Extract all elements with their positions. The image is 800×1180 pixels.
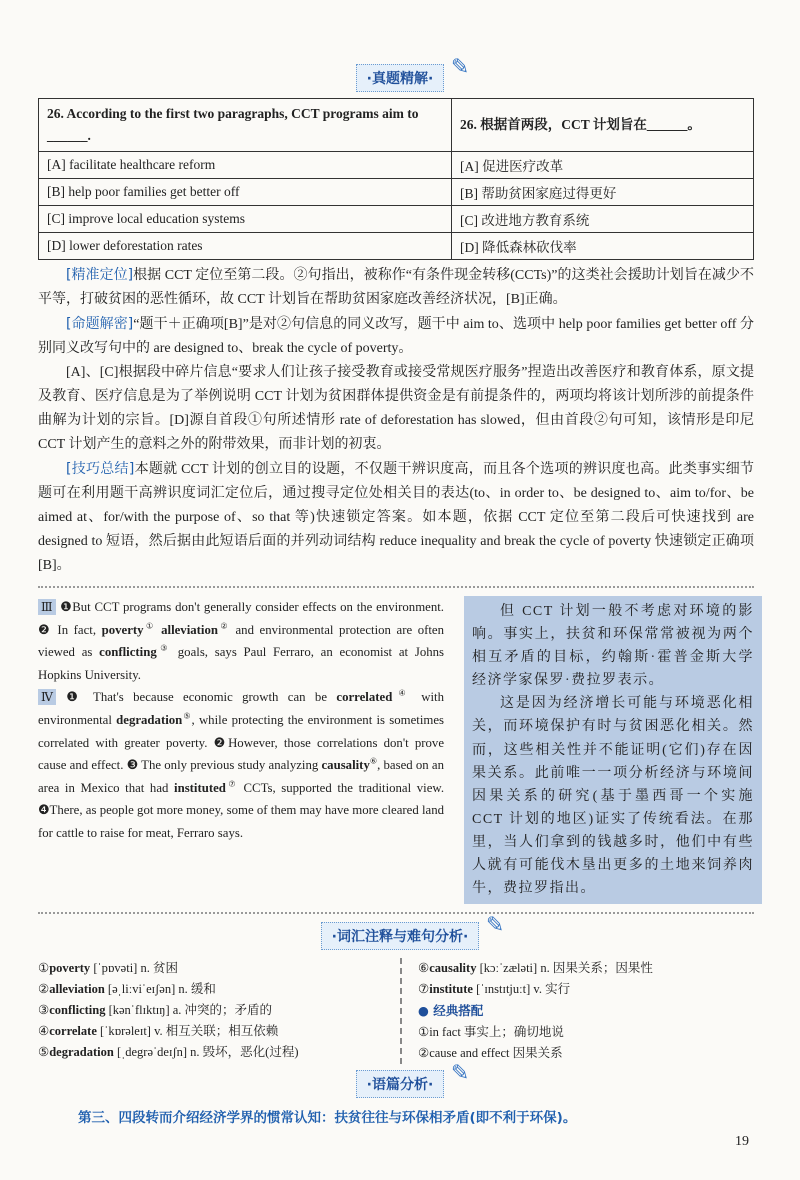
passage-text: and environmental protection are often viewed as [38, 622, 445, 660]
vocab-number: ⑤ [38, 1045, 50, 1060]
option-cn: [B] 帮助贫困家庭过得更好 [452, 179, 754, 206]
chinese-translation [464, 596, 762, 904]
discourse-analysis-text: 第三、四段转而介绍经济学界的惯常认知：扶贫往往与环保相矛盾(即不利于环保)。 [78, 1110, 577, 1127]
vocab-section [38, 958, 762, 1064]
vocab-word: institute [429, 982, 473, 997]
analysis-tag: [技巧总结] [66, 461, 135, 477]
passage-columns [38, 596, 762, 904]
question-stem-en: 26. According to the first two paragraphs, CCT programs aim to ______. [39, 99, 452, 152]
vocab-definition: n. 缓和 [178, 982, 216, 997]
footnote-marker: ④ [392, 689, 412, 699]
vocab-definition: v. 实行 [533, 982, 571, 997]
section-banner-exam [356, 55, 470, 92]
vocab-phonetic: [əˌliːviˈeɪʃən] [104, 982, 179, 997]
banner-label: ·真题精解· [366, 71, 434, 87]
question-stem-cn: 26. 根据首两段，CCT 计划旨在______。 [452, 99, 754, 152]
vocab-phonetic: [kɔːˈzæləti] [476, 961, 541, 976]
banner-label: ·词汇注释与难句分析· [331, 929, 469, 946]
vocab-definition: n. 毁坏，恶化(过程) [190, 1045, 299, 1060]
pen-icon: ✎ [450, 1061, 470, 1087]
section-banner-discourse [356, 1061, 470, 1098]
vocab-item [418, 958, 653, 979]
footnote-marker: ⑦ [225, 779, 238, 789]
analysis-tag: [精准定位] [66, 267, 134, 283]
option-cn: [D] 降低森林砍伐率 [452, 233, 754, 260]
pen-icon: ✎ [450, 55, 470, 80]
vocab-definition: n. 贫困 [140, 961, 178, 976]
analysis-text: 本题就 CCT 计划的创立目的设题，不仅题干辨识度高，而且各个选项的辨识度也高。此类事实细节题可在利用题干高辨识度词汇定位后，通过搜寻定位处相关目的表达(to、in order to、be designed to、aim to/for、be aimed at、for/with the purpose of、so that 等)快速锁定答案。如本题，依据 CCT 定位至第二段后可快速找到 are designed to 短语，然后据由此短语后面的并列动词结构 reduce inequality and break the cycle of poverty 快速锁定正确项[B]。 [38, 462, 754, 573]
vocab-phonetic: [ˈkɒrəleɪt] [96, 1024, 155, 1039]
vocab-definition: n. 因果关系；因果性 [540, 961, 653, 976]
analysis-paragraph [38, 312, 754, 361]
analysis-paragraph [38, 457, 754, 578]
vocab-word: degradation [49, 1045, 114, 1060]
vocab-item [38, 958, 400, 979]
footnote-marker: ③ [156, 643, 172, 653]
vocab-word: instituted [174, 780, 226, 795]
analysis-text: 根据 CCT 定位至第二段。②句指出，被称作“有条件现金转移(CCTs)”的这类社会援助计划旨在减少不平等，打破贫困的恶性循环，故 CCT 计划旨在帮助贫困家庭改善经济状况，[B]正确。 [38, 268, 754, 307]
vocab-number: ③ [38, 1003, 50, 1018]
vocab-word: poverty [101, 622, 144, 637]
wavy-divider [400, 958, 402, 1064]
passage-text: goals, says Paul Ferraro, an economist at Johns Hopkins University. [38, 645, 445, 682]
vocab-number: ④ [38, 1024, 50, 1039]
footnote-marker: ② [217, 621, 230, 631]
vocab-word: conflicting [99, 645, 157, 660]
divider [38, 586, 754, 588]
option-en: [C] improve local education systems [39, 206, 452, 233]
vocab-item [418, 979, 653, 1000]
passage-text: , while protecting the environment is sometimes correlated with greater poverty. ❷However, those correlations don't prove cause and effect. ❸ The only previous study analyzing [38, 712, 444, 773]
vocab-word: degradation [116, 712, 183, 727]
paragraph-number: Ⅳ [38, 689, 56, 705]
option-cn: [A] 促进医疗改革 [452, 152, 754, 179]
footnote-marker: ① [143, 621, 156, 631]
collocation-item: ①in fact 事实上；确切地说 [418, 1025, 564, 1040]
option-en: [B] help poor families get better off [39, 179, 452, 206]
passage-text: , based on an area in Mexico that had [38, 758, 444, 795]
option-en: [A] facilitate healthcare reform [39, 152, 452, 179]
analysis-paragraph [38, 361, 754, 457]
vocab-phonetic: [kənˈflɪktɪŋ] [105, 1003, 173, 1018]
vocab-number: ⑦ [418, 982, 430, 997]
passage-text: with environmental [38, 690, 445, 727]
vocab-number: ② [38, 982, 50, 997]
footnote-marker: ⑤ [182, 711, 192, 721]
section-banner-vocab [321, 913, 505, 950]
passage-text: CCTs, supported the traditional view. ❹There, as people got more money, some of them may have more cleared land for cattle to raise for meat, Ferraro says. [38, 780, 445, 840]
vocab-phonetic: [ˌdegrəˈdeɪʃn] [113, 1045, 191, 1060]
pen-icon: ✎ [485, 913, 505, 939]
banner-label: ·语篇分析· [366, 1077, 434, 1094]
vocab-definition: v. 相互关联；相互依赖 [154, 1024, 279, 1039]
passage-text: ❶ That's because economic growth can be [60, 690, 337, 705]
translation-paragraph: 但 CCT 计划一般不考虑对环境的影响。事实上，扶贫和环保常常被视为两个相互矛盾的目标，约翰斯·霍普金斯大学经济学家保罗·费拉罗表示。 [472, 604, 754, 689]
vocab-list-right [418, 958, 653, 1064]
vocab-item [38, 1021, 400, 1042]
english-passage [38, 596, 444, 845]
vocab-word: conflicting [49, 1003, 106, 1018]
analysis-section [38, 263, 754, 578]
vocab-item [38, 1042, 400, 1063]
vocab-phonetic: [ˈpɒvəti] [90, 961, 141, 976]
vocab-word: alleviation [161, 622, 218, 637]
analysis-paragraph [38, 263, 754, 312]
analysis-tag: [命题解密] [66, 316, 134, 332]
vocab-word: poverty [49, 961, 91, 976]
vocab-item [38, 979, 400, 1000]
option-en: [D] lower deforestation rates [39, 233, 452, 260]
footnote-marker: ⑥ [369, 756, 378, 766]
bullet-icon: ● [418, 1003, 434, 1019]
translation-paragraph: 这是因为经济增长可能与环境恶化相关，而环境保护有时与贫困恶化相关。然而，这些相关性并不能证明(它们)存在因果关系。此前唯一一项分析经济与环境间因果关系的研究(基于墨西哥一个实施 CCT 计划的地区)证实了传统看法。在那里，当人们拿到的钱越多时，他们中有些人就有可能伐木垦出更多的土地来饲养肉牛，费拉罗指出。 [472, 696, 754, 897]
vocab-number: ⑥ [418, 961, 430, 976]
passage-text: ❶But CCT programs don't generally consider effects on the environment. ❷ In fact, [38, 600, 444, 637]
vocab-phonetic: [ˈɪnstɪtjuːt] [472, 982, 534, 997]
vocab-word: causality [321, 758, 370, 773]
vocab-number: ① [38, 961, 50, 976]
vocab-item [38, 1000, 400, 1021]
vocab-word: correlated [336, 690, 393, 705]
paragraph-number: Ⅲ [38, 599, 56, 615]
page-number: 19 [735, 1134, 749, 1150]
vocab-definition: a. 冲突的；矛盾的 [172, 1003, 273, 1018]
vocab-word: alleviation [49, 982, 105, 997]
question-table [38, 98, 754, 260]
english-paragraph [38, 596, 444, 686]
collocations-heading [418, 1000, 653, 1022]
vocab-word: correlate [49, 1024, 97, 1039]
collocations-title: 经典搭配 [433, 1003, 484, 1019]
analysis-text: “题干＋正确项[B]”是对②句信息的同义改写，题干中 aim to、选项中 help poor families get better off 分别同义改写句中的 are designed to、break the cycle of poverty。 [38, 317, 754, 356]
divider [38, 912, 754, 914]
vocab-list-left [38, 958, 400, 1064]
collocation-item: ②cause and effect 因果关系 [418, 1046, 563, 1061]
english-paragraph [38, 686, 444, 844]
analysis-text: [A]、[C]根据段中碎片信息“要求人们让孩子接受教育或接受常规医疗服务”捏造出改善医疗和教育体系，原文提及教育、医疗信息是为了举例说明 CCT 计划为贫困群体提供资金是有前提条件的，两项均将该计划所涉的前提条件曲解为计划的宗旨。[D]源自首段①句所述情形 rate of deforestation has slowed，但由首段②句可知，该情形是印尼 CCT 计划产生的意料之外的附带效果，而非计划的初衷。 [38, 365, 754, 452]
option-cn: [C] 改进地方教育系统 [452, 206, 754, 233]
vocab-word: causality [429, 961, 477, 976]
